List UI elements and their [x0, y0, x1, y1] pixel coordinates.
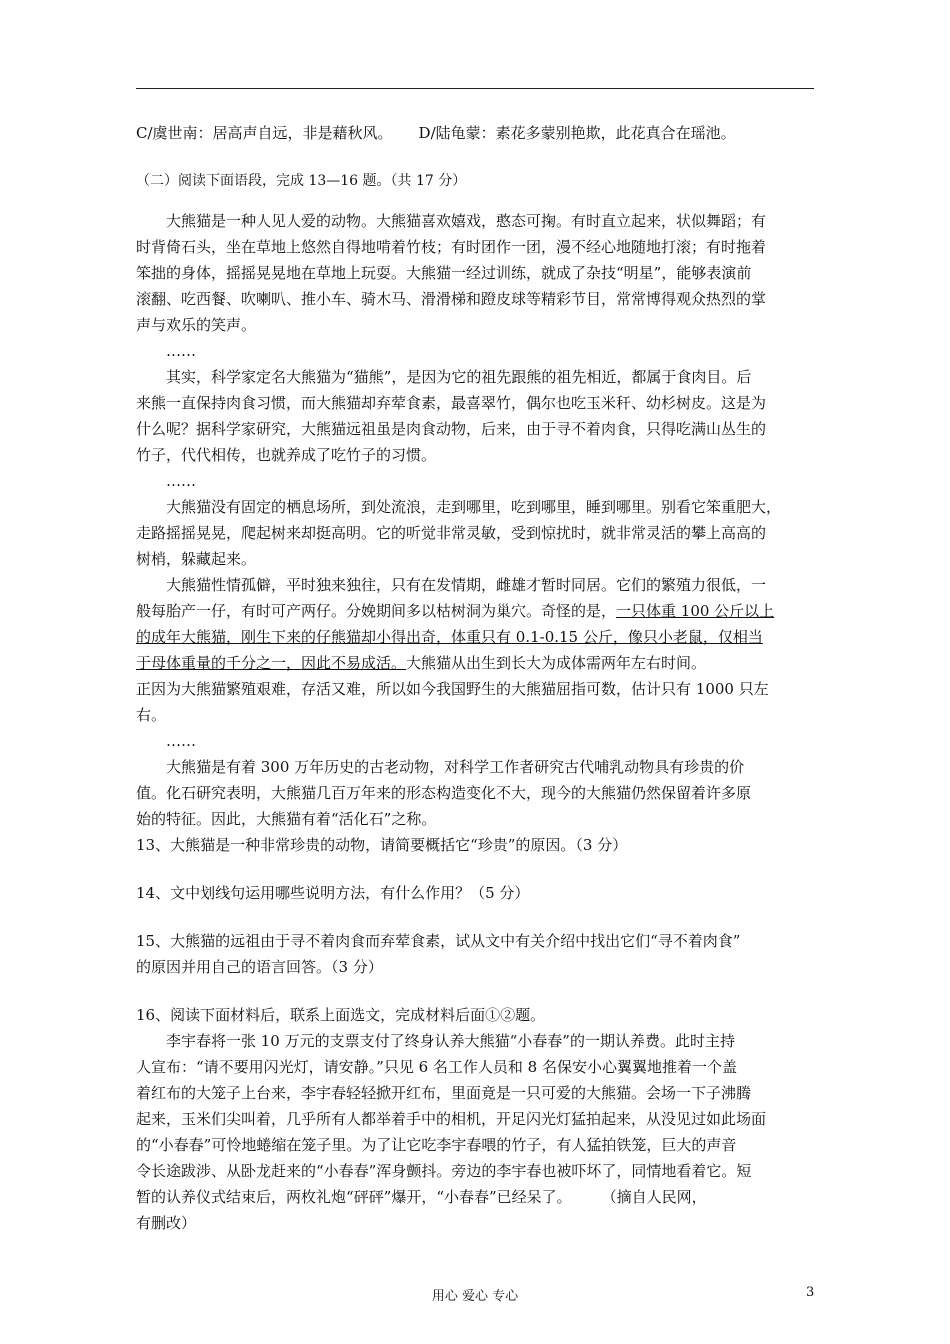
options-line	[136, 120, 814, 146]
paragraph-6	[136, 754, 814, 832]
section-heading: （二）阅读下面语段，完成 13—16 题。（共 17 分）	[136, 173, 467, 189]
text-line	[136, 598, 814, 624]
text-line: 有删改）	[136, 1214, 197, 1232]
text-line: 正因为大熊猫繁殖艰难，存活又难，所以如今我国野生的大熊猫屈指可数，估计只有 1000 只左	[136, 680, 769, 698]
text-line: 李宇春将一张 10 万元的支票支付了终身认养大熊猫“小春春”的一期认养费。此时主持	[166, 1032, 735, 1050]
plain-text: 般每胎产一仔，有时可产两仔。分娩期间多以枯树洞为巢穴。奇怪的是，	[136, 602, 617, 620]
ellipsis: ……	[166, 732, 196, 750]
paragraph-5	[136, 676, 814, 728]
text-line: 大熊猫没有固定的栖息场所，到处流浪，走到哪里，吃到哪里，睡到哪里。别看它笨重肥大，	[166, 498, 782, 516]
page-footer: 用心 爱心 专心	[431, 1289, 519, 1304]
text-line: 树梢，躲藏起来。	[136, 550, 257, 568]
question-13: 13、大熊猫是一种非常珍贵的动物，请简要概括它“珍贵”的原因。（3 分）	[136, 836, 628, 854]
text-line: 大熊猫是有着 300 万年历史的古老动物，对科学工作者研究古代哺乳动物具有珍贵的价	[166, 758, 745, 776]
text-line	[136, 650, 814, 676]
text-line: 走路摇摇晃晃，爬起树来却挺高明。它的听觉非常灵敏，受到惊扰时，就非常灵活的攀上高高的	[136, 524, 767, 542]
ellipsis: ……	[166, 472, 196, 490]
text-line: 值。化石研究表明，大熊猫几百万年来的形态构造变化不大，现今的大熊猫仍然保留着许多原	[136, 784, 752, 802]
plain-text: 大熊猫从出生到长大为成体需两年左右时间。	[406, 654, 707, 672]
question-15	[136, 928, 814, 980]
text-line: 滚翻、吃西餐、吹喇叭、推小车、骑木马、滑滑梯和蹬皮球等精彩节目，常常博得观众热烈的掌	[136, 290, 767, 308]
text-line: 令长途跋涉、从卧龙赶来的“小春春”浑身颤抖。旁边的李宇春也被吓坏了，同情地看着它。短	[136, 1162, 752, 1180]
page-content	[136, 120, 814, 1236]
ellipsis: ……	[166, 342, 196, 360]
option-d: D/陆龟蒙：素花多蒙别艳欺，此花真合在瑶池。	[418, 124, 736, 142]
paragraph-1	[136, 208, 814, 338]
text-line: 的“小春春”可怜地蜷缩在笼子里。为了让它吃李宇春喂的竹子，有人猛拍铁笼，巨大的声音	[136, 1136, 737, 1154]
text-line: 始的特征。因此，大熊猫有着“活化石”之称。	[136, 810, 437, 828]
underlined-sentence: 的成年大熊猫，刚生下来的仔熊猫却小得出奇，体重只有 0.1-0.15 公斤，像只小老鼠，仅相当	[136, 628, 763, 646]
underlined-sentence: 一只体重 100 公斤以上	[616, 602, 775, 620]
text-line: 什么呢？据科学家研究，大熊猫远祖虽是肉食动物，后来，由于寻不着肉食，只得吃满山丛生的	[136, 420, 767, 438]
text-line: 右。	[136, 706, 167, 724]
text-line: 来熊一直保持肉食习惯，而大熊猫却弃荤食素，最喜翠竹，偶尔也吃玉米秆、幼杉树皮。这是为	[136, 394, 767, 412]
text-line: 暂的认养仪式结束后，两枚礼炮“砰砰”爆开，“小春春”已经呆了。 （摘自人民网，	[136, 1188, 707, 1206]
text-line: 竹子，代代相传，也就养成了吃竹子的习惯。	[136, 446, 437, 464]
paragraph-3	[136, 494, 814, 572]
text-line: 时背倚石头，坐在草地上悠然自得地啃着竹枝；有时团作一团，漫不经心地随地打滚；有时拖着	[136, 238, 767, 256]
option-c: C/虞世南：居高声自远，非是藉秋风。	[136, 124, 393, 142]
text-line: 大熊猫性情孤僻，平时独来独往，只有在发情期，雌雄才暂时同居。它们的繁殖力很低，一	[166, 576, 767, 594]
underlined-sentence: 于母体重量的千分之一，因此不易成活。	[136, 654, 407, 672]
text-line	[136, 624, 814, 650]
text-line: 大熊猫是一种人见人爱的动物。大熊猫喜欢嬉戏，憨态可掬。有时直立起来，状似舞蹈；有	[166, 212, 767, 230]
question-14: 14、文中划线句运用哪些说明方法，有什么作用？（5 分）	[136, 884, 530, 902]
text-line: 笨拙的身体，摇摇晃晃地在草地上玩耍。大熊猫一经过训练，就成了杂技“明星”，能够表演前	[136, 264, 752, 282]
question-16: 16、阅读下面材料后，联系上面选文，完成材料后面①②题。	[136, 1006, 546, 1024]
text-line: 起来，玉米们尖叫着，几乎所有人都举着手中的相机，开足闪光灯猛拍起来，从没见过如此场面	[136, 1110, 767, 1128]
paragraph-2	[136, 364, 814, 468]
text-line: 声与欢乐的笑声。	[136, 316, 257, 334]
text-line: 人宣布：“请不要用闪光灯，请安静。”只见 6 名工作人员和 8 名保安小心翼翼地推着一个盖	[136, 1058, 738, 1076]
paragraph-4	[136, 572, 814, 676]
text-line: 其实，科学家定名大熊猫为“猫熊”，是因为它的祖先跟熊的祖先相近，都属于食肉目。后	[166, 368, 752, 386]
text-line: 15、大熊猫的远祖由于寻不着肉食而弃荤食素，试从文中有关介绍中找出它们“寻不着肉食”	[136, 932, 741, 950]
header-rule	[136, 88, 814, 89]
text-line: 着红布的大笼子上台来，李宇春轻轻掀开红布，里面竟是一只可爱的大熊猫。会场一下子沸腾	[136, 1084, 752, 1102]
text-line: 的原因并用自己的语言回答。（3 分）	[136, 958, 383, 976]
page-number: 3	[806, 1285, 815, 1300]
material-paragraph	[136, 1028, 814, 1236]
